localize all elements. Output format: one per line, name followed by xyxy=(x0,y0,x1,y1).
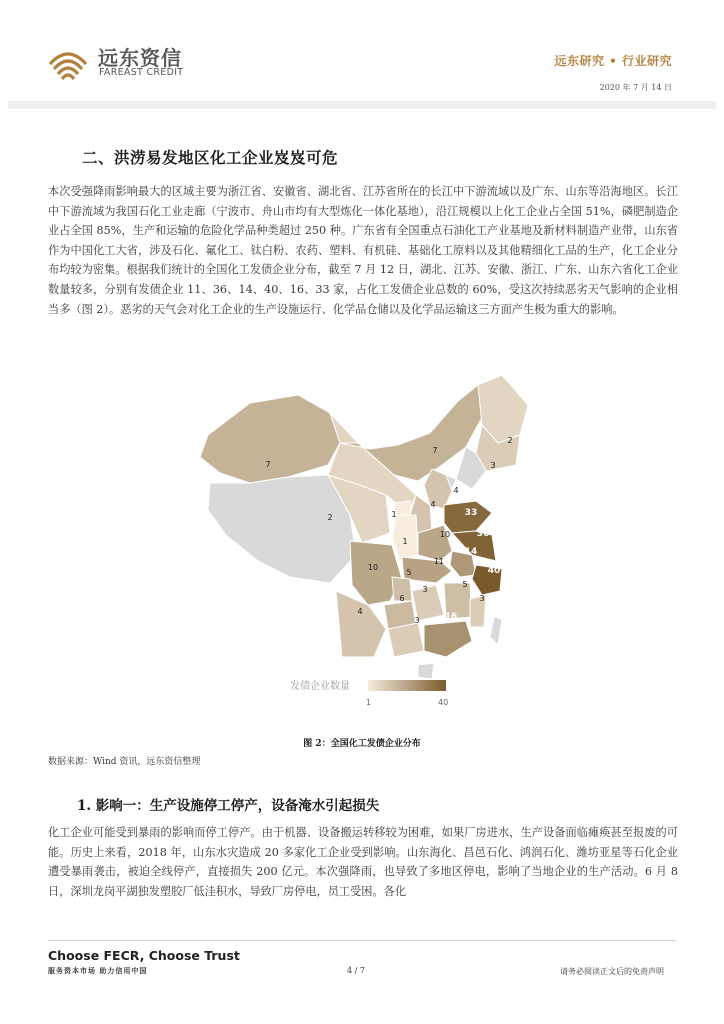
region-value-label: 2 xyxy=(327,513,333,522)
legend-gradient-bar xyxy=(368,680,446,691)
subheading: 1. 影响一：生产设施停工停产，设备淹水引起损失 xyxy=(77,798,380,814)
region-value-label: 3 xyxy=(422,585,428,594)
data-source: 数据来源：Wind 资讯，远东资信整理 xyxy=(48,757,201,767)
map-region xyxy=(388,623,424,657)
region-value-label: 1 xyxy=(402,537,408,546)
footer-divider xyxy=(48,940,676,941)
region-value-label: 6 xyxy=(399,594,405,603)
footer-slogan: Choose FECR, Choose Trust xyxy=(48,948,240,963)
header-divider xyxy=(8,101,716,109)
china-map-figure xyxy=(180,365,540,725)
region-value-label: 4 xyxy=(453,486,459,495)
map-region xyxy=(424,469,452,509)
region-value-label: 4 xyxy=(430,500,436,509)
region-value-label: 10 xyxy=(367,563,379,572)
legend-min: 1 xyxy=(366,698,372,707)
logo xyxy=(44,40,92,86)
report-date: 2020 年 7 月 14 日 xyxy=(599,83,672,92)
region-value-label: 1 xyxy=(391,510,397,519)
section-heading: 二、洪涝易发地区化工企业岌岌可危 xyxy=(82,148,339,167)
impact-paragraph: 化工企业可能受到暴雨的影响而停工停产。由于机器、设备搬运转移较为困难，如果厂房进水，生产设备面临瘫痪甚至报废的可能。历史上来看，2018 年，山东水灾造成 20 多家化工企业受到影响。山东海化、昌邑石化、鸿润石化、潍坊亚星等石化企业遭受暴雨袭击，被迫全线停产，直接损失 200 亿元。本次强降雨，也导致了多地区停电，影响了当地企业的生产活动。6 月 8 日，深圳龙岗平湖独发塑胶厂低洼积水，导致厂房停电，员工受困。各化 xyxy=(48,826,678,898)
region-value-label: 5 xyxy=(462,580,468,589)
region-value-label: 2 xyxy=(507,436,513,445)
fareast-logo-icon xyxy=(44,40,92,82)
brand-name-en: FAREAST CREDIT xyxy=(99,67,184,78)
region-value-label: 4 xyxy=(357,607,363,616)
region-value-label: 14 xyxy=(464,547,478,557)
region-value-label: 7 xyxy=(265,460,271,469)
region-value-label: 11 xyxy=(433,557,445,566)
region-value-label: 3 xyxy=(490,461,496,470)
map-region xyxy=(418,663,434,679)
region-value-label: 5 xyxy=(406,568,412,577)
map-region xyxy=(200,395,340,483)
region-value-label: 40 xyxy=(487,566,501,576)
legend-title: 发债企业数量 xyxy=(290,681,350,692)
page-number: 4 / 7 xyxy=(347,966,365,975)
legend-max: 40 xyxy=(438,698,449,707)
region-value-label: 3 xyxy=(479,594,485,603)
map-region xyxy=(208,475,356,583)
map-region xyxy=(424,621,472,657)
region-value-label: 7 xyxy=(432,446,438,455)
disclaimer-note: 请务必阅读正文后的免责声明 xyxy=(560,967,664,976)
map-region xyxy=(490,617,502,645)
region-value-label: 33 xyxy=(464,508,478,518)
section-label: 远东研究 • 行业研究 xyxy=(554,54,672,68)
figure-caption: 图 2：全国化工发债企业分布 xyxy=(303,739,421,749)
region-value-label: 10 xyxy=(439,530,451,539)
region-value-label: 3 xyxy=(414,616,420,625)
intro-paragraph: 本次受强降雨影响最大的区域主要为浙江省、安徽省、湖北省、江苏省所在的长江中下游流域以及广东、山东等沿海地区。长江中下游流域为我国石化工业走廊（宁波市、舟山市均有大型炼化一体化基地），沿江规模以上化工企业占全国 51%，磷肥制造企业占全国 85%，生产和运输的危险化学品种类超过 250 种。广东省有全国重点石油化工产业基地及新材料制造产业带，山东省作为中国化工大省，涉及石化、氟化工、钛白粉、农药、塑料、有机硅、基础化工原料以及其他精细化工品的生产，化工企业分布均较为密集。根据我们统计的全国化工发债企业分布，截至 7 月 12 日，湖北、江苏、安徽、浙江、广东、山东六省化工企业数量较多，分别有发债企业 11、36、14、40、16、33 家，占化工发债企业总数的 60%，受这次持续恶劣天气影响的企业相当多（图 2）。恶劣的天气会对化工企业的生产设施运行、化学品仓储以及化学品运输这三方面产生极为重大的影响。 xyxy=(48,185,678,316)
footer-subtitle: 服务资本市场 助力信用中国 xyxy=(48,966,148,975)
region-value-label: 16 xyxy=(444,612,458,622)
brand-name: 远东资信 xyxy=(98,46,182,70)
region-value-label: 36 xyxy=(476,529,490,539)
